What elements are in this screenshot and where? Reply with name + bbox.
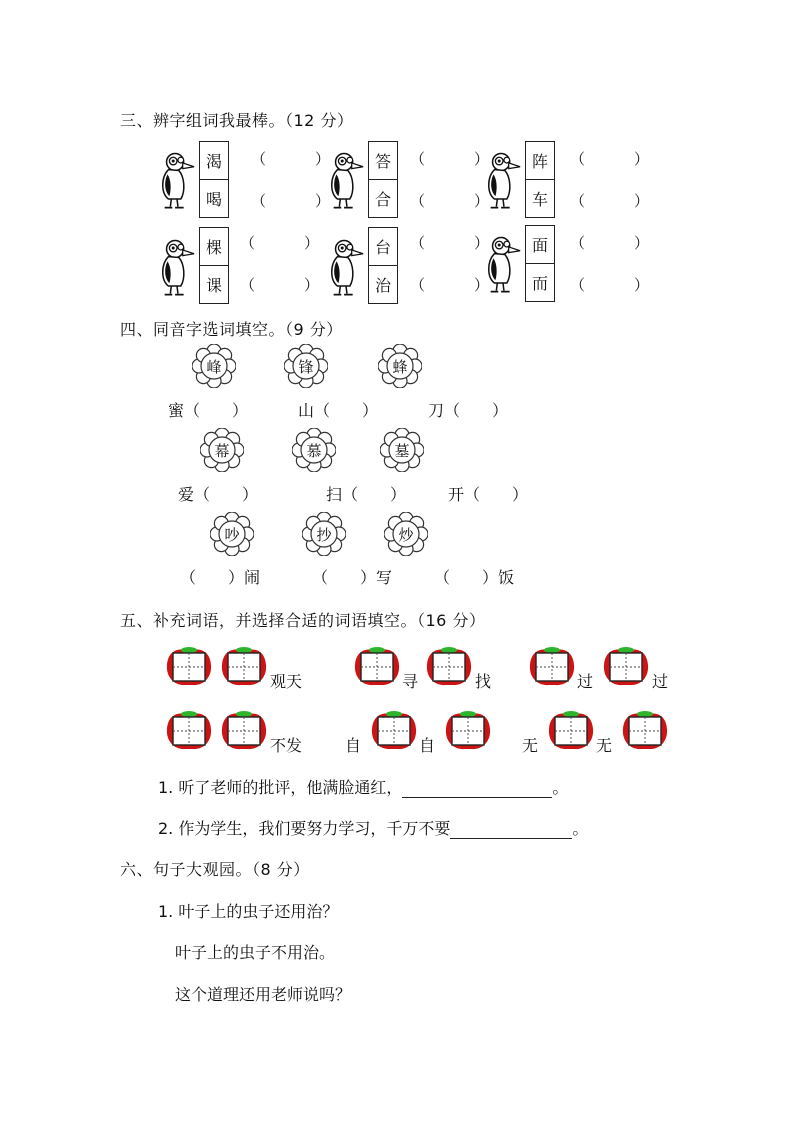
char-top: 棵 [200,228,228,266]
fill-item[interactable]: 蜜（ ） [168,401,249,420]
flower-char: 峰 [206,357,222,376]
apple-box-icon[interactable] [527,645,577,687]
bird-icon [158,150,196,212]
fill-item[interactable]: （ ）闹 [180,568,261,587]
flower-char: 炒 [398,525,414,544]
question-2-end: 。 [572,819,589,838]
answer-blank[interactable]: （ ） [570,234,651,252]
question-2-text: 2. 作为学生，我们要努力学习，千万不要 [158,819,451,838]
flower-char: 锋 [298,357,314,376]
fill-item[interactable]: 刀（ ） [428,401,509,420]
idiom-word: 找 [475,672,492,691]
fill-item[interactable]: 扫（ ） [326,485,407,504]
example-line-1: 叶子上的虫子不用治。 [175,943,336,962]
flower-char: 幕 [214,441,230,460]
idiom-word: 过 [652,672,669,691]
char-bottom: 合 [374,190,391,209]
idiom-word: 不发 [270,736,303,755]
apple-box-icon[interactable] [620,709,670,751]
idiom-word: 自 [345,736,362,755]
char-bottom: 喝 [205,190,222,209]
flower-icon [210,512,254,556]
idiom-word: 观天 [270,672,303,691]
answer-line[interactable] [450,822,572,839]
bird-icon [327,237,365,299]
answer-line[interactable] [402,781,552,798]
flower-icon [378,344,422,388]
idiom-word: 无 [596,736,613,755]
apple-box-icon[interactable] [164,645,214,687]
section-4-title: 四、同音字选词填空。（9 分） [120,320,343,339]
char-top: 台 [369,228,397,266]
question-1-end: 。 [552,778,569,797]
flower-char: 抄 [316,525,332,544]
apple-box-icon[interactable] [352,645,402,687]
apple-box-icon[interactable] [601,645,651,687]
answer-blank[interactable]: （ ） [240,234,321,252]
answer-blank[interactable]: （ ） [410,234,491,252]
fill-item[interactable]: （ ）写 [312,568,393,587]
char-bottom: 治 [374,276,391,295]
char-bottom: 而 [531,274,548,293]
answer-blank[interactable]: （ ） [410,192,491,210]
flower-icon [192,344,236,388]
question-1-text: 1. 听了老师的批评，他满脸通红， [158,778,403,797]
example-line-2: 这个道理还用老师说吗？ [175,985,352,1004]
flower-icon [384,512,428,556]
char-top: 面 [526,226,554,264]
idiom-word: 自 [419,736,436,755]
char-bottom: 车 [531,190,548,209]
idiom-word: 过 [577,672,594,691]
bird-icon [484,150,522,212]
flower-icon [380,428,424,472]
question-1 [158,775,568,798]
answer-blank[interactable]: （ ） [410,150,491,168]
answer-blank[interactable]: （ ） [410,276,491,294]
section-3-title: 三、辨字组词我最棒。（12 分） [120,111,354,130]
answer-blank[interactable]: （ ） [570,192,651,210]
apple-box-icon[interactable] [546,709,596,751]
answer-blank[interactable]: （ ） [240,276,321,294]
char-card [525,141,555,218]
section-6-title: 六、句子大观园。（8 分） [120,860,310,879]
fill-item[interactable]: 开（ ） [448,485,529,504]
answer-blank[interactable]: （ ） [570,276,651,294]
answer-blank[interactable]: （ ） [251,192,332,210]
flower-icon [200,428,244,472]
idiom-word: 寻 [402,672,419,691]
char-bottom: 课 [205,276,222,295]
flower-icon [292,428,336,472]
char-card [199,227,229,304]
section-5-title: 五、补充词语，并选择合适的词语填空。（16 分） [120,611,486,630]
apple-box-icon[interactable] [369,709,419,751]
char-top: 答 [369,142,397,180]
bird-icon [158,237,196,299]
bird-icon [484,234,522,296]
apple-box-icon[interactable] [219,709,269,751]
bird-icon [327,150,365,212]
idiom-word: 无 [522,736,539,755]
answer-blank[interactable]: （ ） [251,150,332,168]
flower-char: 墓 [394,441,410,460]
char-card [368,141,398,218]
flower-icon [302,512,346,556]
section-6-question-1: 1. 叶子上的虫子还用治？ [158,902,339,921]
char-top: 阵 [526,142,554,180]
fill-item[interactable]: 山（ ） [298,401,379,420]
apple-box-icon[interactable] [443,709,493,751]
question-2 [158,816,588,839]
char-card [368,227,398,304]
apple-box-icon[interactable] [219,645,269,687]
apple-box-icon[interactable] [424,645,474,687]
fill-item[interactable]: （ ）饭 [434,568,515,587]
fill-item[interactable]: 爱（ ） [178,485,259,504]
char-card [199,141,229,218]
answer-blank[interactable]: （ ） [570,150,651,168]
flower-char: 蜂 [392,357,408,376]
flower-char: 吵 [224,525,240,544]
char-top: 渴 [200,142,228,180]
flower-icon [284,344,328,388]
flower-char: 慕 [306,441,322,460]
apple-box-icon[interactable] [164,709,214,751]
char-card [525,225,555,302]
